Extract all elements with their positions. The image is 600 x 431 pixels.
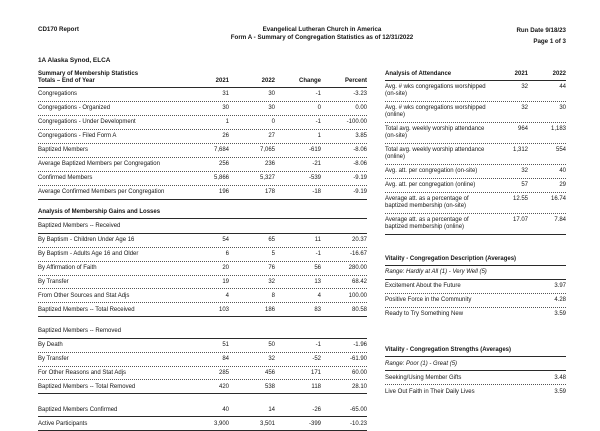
cell-2022: 5	[271, 250, 275, 257]
cell-change: -1	[315, 250, 321, 257]
vitality-strengths-range: Range: Poor (1) - Great (5)	[385, 357, 566, 371]
cell-change: 0	[317, 105, 321, 112]
vitality-description-table	[385, 256, 566, 321]
row-label: Avg. # wks congregations worshipped (on-site)	[385, 84, 486, 98]
table-row	[385, 81, 566, 101]
table-row	[385, 293, 566, 307]
report-meta-block	[476, 26, 566, 47]
cell-2022: 1,183	[550, 126, 566, 133]
cell-percent: 3.85	[355, 133, 367, 140]
table-row	[38, 129, 367, 143]
row-label: Avg. att. per congregation (on-site)	[385, 167, 478, 174]
cell-2022: 236	[264, 161, 275, 168]
cell-2021: 1,312	[512, 147, 528, 154]
cell-2021: 3,900	[213, 420, 229, 427]
row-label: By Transfer	[38, 355, 69, 362]
cell-2021: 5,866	[213, 175, 229, 182]
membership-table-title: Summary of Membership Statistics Totals – End of Year	[38, 71, 139, 85]
cell-percent: -1.96	[353, 341, 367, 348]
row-label: Positive Force in the Community	[385, 297, 472, 304]
cell-percent: 68.42	[351, 278, 367, 285]
cell-2022: 7.84	[554, 216, 566, 223]
row-label: Baptized Members -- Total Received	[38, 306, 135, 313]
cell-2022: 32	[268, 278, 275, 285]
table-row	[385, 178, 566, 192]
cell-2021: 30	[222, 105, 229, 112]
table-row	[38, 379, 367, 393]
cell-change: -399	[308, 420, 321, 427]
cell-2022: 30	[268, 105, 275, 112]
gains-losses-title: Analysis of Membership Gains and Losses	[38, 209, 367, 219]
column-header-2022: 2022	[261, 78, 275, 85]
cell-2021: 40	[222, 406, 229, 413]
table-row	[385, 280, 566, 293]
cell-change: -18	[312, 189, 321, 196]
cell-value: 3.97	[554, 283, 566, 290]
cell-change: -26	[312, 406, 321, 413]
cell-percent: 28.10	[351, 383, 367, 390]
table-row	[385, 307, 566, 321]
table-row	[38, 115, 367, 129]
cell-change: 1	[317, 133, 321, 140]
cell-2022: 186	[264, 306, 275, 313]
report-body	[38, 71, 566, 431]
cell-2021: 32	[521, 105, 528, 112]
cell-change: -1	[315, 91, 321, 98]
table-row	[38, 157, 367, 171]
cell-change: 83	[314, 306, 321, 313]
report-title-block	[168, 26, 476, 47]
table-row	[385, 371, 566, 384]
cell-2022: 30	[268, 91, 275, 98]
received-subtitle: Baptized Members -- Received	[38, 219, 367, 233]
summary-rows	[38, 403, 367, 431]
row-label: Average Baptized Members per Congregation	[38, 161, 160, 168]
left-column	[38, 71, 367, 431]
table-row	[385, 101, 566, 122]
row-label: Baptized Members -- Total Removed	[38, 383, 136, 390]
row-label: Total avg. weekly worship attendance (on-site)	[385, 126, 485, 140]
row-label: Avg. # wks congregations worshipped (online)	[385, 105, 486, 119]
received-table	[38, 219, 367, 317]
right-column	[385, 71, 566, 431]
table-row	[38, 234, 367, 247]
cell-percent: -8.06	[353, 147, 367, 154]
cell-2021: 51	[222, 341, 229, 348]
table-row	[385, 213, 566, 234]
table-row	[385, 122, 566, 143]
row-label: By Affirmation of Faith	[38, 264, 97, 271]
column-header-2022: 2022	[552, 71, 566, 78]
cell-2022: 29	[559, 181, 566, 188]
attendance-table	[385, 71, 566, 234]
report-id: CD170 Report	[38, 26, 79, 33]
cell-2022: 538	[264, 383, 275, 390]
form-title: Form A - Summary of Congregation Statistics as of 12/31/2022	[230, 34, 414, 42]
cell-change: -1	[315, 119, 321, 126]
table-row	[385, 192, 566, 213]
attendance-table-title: Analysis of Attendance	[385, 71, 452, 78]
cell-change: 4	[317, 292, 321, 299]
cell-2022: 76	[268, 264, 275, 271]
row-label: Baptized Members Confirmed	[38, 406, 118, 413]
attendance-table-rows	[385, 81, 566, 234]
cell-value: 3.59	[554, 388, 566, 395]
cell-2022: 7,065	[259, 147, 275, 154]
synod-name: 1A Alaska Synod, ELCA	[38, 57, 111, 65]
vitality-description-title: Vitality - Congregation Description (Averages)	[385, 256, 566, 266]
cell-2021: 196	[218, 189, 229, 196]
row-label: Baptized Members	[38, 147, 89, 154]
cell-percent: 100.00	[348, 292, 367, 299]
cell-2021: 4	[225, 292, 229, 299]
row-label: Live Out Faith in Their Daily Lives	[385, 388, 475, 395]
removed-subtitle: Baptized Members -- Removed	[38, 324, 367, 338]
cell-2021: 285	[218, 369, 229, 376]
cell-percent: 60.00	[351, 369, 367, 376]
cell-2021: 17.07	[512, 216, 528, 223]
cell-value: 4.28	[554, 297, 566, 304]
table-row	[38, 417, 367, 431]
column-header-change: Change	[298, 78, 321, 85]
table-row	[38, 366, 367, 380]
cell-value: 3.48	[554, 374, 566, 381]
cell-2022: 5,327	[259, 175, 275, 182]
vitality-strengths-rows	[385, 371, 566, 398]
table-row	[38, 247, 367, 261]
column-header-2021: 2021	[215, 78, 229, 85]
table-row	[385, 143, 566, 164]
table-row	[38, 261, 367, 275]
cell-change: 171	[310, 369, 321, 376]
table-row	[38, 288, 367, 302]
row-label: From Other Sources and Stat Adjs	[38, 292, 130, 299]
cell-2022: 16.74	[550, 195, 566, 202]
cell-2022: 44	[559, 84, 566, 91]
cell-change: 13	[314, 278, 321, 285]
cell-change: 11	[314, 236, 321, 243]
cell-2022: 8	[271, 292, 275, 299]
cell-2021: 1	[225, 119, 229, 126]
cell-percent: -61.90	[349, 355, 367, 362]
org-name: Evangelical Lutheran Church in America	[262, 26, 382, 33]
row-label: Active Participants	[38, 420, 88, 427]
cell-2021: 20	[222, 264, 229, 271]
cell-2022: 178	[264, 189, 275, 196]
attendance-table-header	[385, 71, 566, 81]
table-row	[38, 352, 367, 366]
cell-2021: 7,684	[213, 147, 229, 154]
cell-percent: 280.00	[348, 264, 367, 271]
cell-percent: -9.19	[353, 189, 367, 196]
row-label: Average Confirmed Members per Congregation	[38, 189, 165, 196]
row-label: Congregations	[38, 91, 78, 98]
table-row	[38, 403, 367, 417]
row-label: By Baptism - Children Under Age 16	[38, 236, 135, 243]
cell-percent: -8.06	[353, 161, 367, 168]
cell-2022: 30	[559, 105, 566, 112]
row-label: Seeking/Using Member Gifts	[385, 374, 462, 381]
cell-2022: 554	[555, 147, 566, 154]
cell-change: -619	[308, 147, 321, 154]
table-row	[385, 164, 566, 178]
cell-change: -1	[315, 341, 321, 348]
table-row	[38, 171, 367, 185]
membership-table-header	[38, 71, 367, 88]
cell-2021: 19	[222, 278, 229, 285]
vitality-strengths-title: Vitality - Congregation Strengths (Averages)	[385, 347, 566, 357]
table-row	[38, 302, 367, 316]
row-label: By Baptism - Adults Age 16 and Older	[38, 250, 139, 257]
cell-change: -21	[312, 161, 321, 168]
column-gap	[367, 71, 385, 431]
cell-2022: 0	[271, 119, 275, 126]
cell-percent: 0.00	[355, 105, 367, 112]
page-number: Page 1 of 3	[533, 37, 566, 45]
cell-2022: 456	[264, 369, 275, 376]
cell-percent: 20.37	[351, 236, 367, 243]
removed-table	[38, 324, 367, 394]
cell-2022: 50	[268, 341, 275, 348]
cell-2021: 420	[218, 383, 229, 390]
row-label: By Death	[38, 341, 63, 348]
column-header-2021: 2021	[514, 71, 528, 78]
table-row	[38, 339, 367, 352]
cell-change: 118	[311, 383, 321, 390]
membership-table-rows	[38, 88, 367, 200]
cell-change: 56	[314, 264, 321, 271]
received-table-rows	[38, 234, 367, 318]
table-row	[38, 101, 367, 115]
cell-2022: 32	[268, 355, 275, 362]
table-row	[38, 185, 367, 199]
cell-2021: 12.55	[512, 195, 528, 202]
cell-percent: -10.23	[349, 420, 367, 427]
cell-change: -52	[312, 355, 321, 362]
row-label: Ready to Try Something New	[385, 311, 464, 318]
row-label: Total avg. weekly worship attendance (online)	[385, 147, 485, 160]
cell-percent: -16.67	[349, 250, 367, 257]
table-row	[38, 275, 367, 289]
cell-change: -539	[308, 175, 321, 182]
cell-2021: 26	[222, 133, 229, 140]
row-label: By Transfer	[38, 278, 69, 285]
cell-2021: 6	[225, 250, 229, 257]
vitality-strengths-table	[385, 347, 566, 398]
cell-2021: 32	[521, 84, 528, 91]
cell-percent: -100.00	[346, 119, 367, 126]
row-label: Excitement About the Future	[385, 283, 461, 290]
cell-2022: 40	[559, 167, 566, 174]
cell-2021: 32	[521, 167, 528, 174]
report-header	[38, 26, 566, 47]
cell-value: 3.59	[554, 311, 566, 318]
row-label: Congregations - Under Development	[38, 119, 136, 126]
vitality-description-rows	[385, 280, 566, 321]
run-date: Run Date 9/18/23	[516, 27, 566, 34]
cell-2021: 31	[222, 91, 229, 98]
row-label: Average att. as a percentage of baptized membership (on-site)	[385, 195, 469, 209]
cell-2021: 54	[222, 236, 229, 243]
column-header-percent: Percent	[344, 78, 367, 85]
cell-2021: 964	[517, 126, 528, 133]
cell-2021: 84	[222, 355, 229, 362]
cell-2022: 14	[268, 406, 275, 413]
vitality-description-range: Range: Hardly at All (1) - Very Well (5)	[385, 266, 566, 280]
row-label: Avg. att. per congregation (online)	[385, 181, 476, 188]
row-label: Confirmed Members	[38, 175, 93, 182]
cell-2022: 3,501	[259, 420, 275, 427]
table-row	[38, 88, 367, 101]
cell-2021: 256	[218, 161, 229, 168]
cell-2021: 57	[521, 181, 528, 188]
cell-percent: -3.23	[353, 91, 367, 98]
row-label: For Other Reasons and Stat Adjs	[38, 369, 127, 376]
row-label: Average att. as a percentage of baptized membership (online)	[385, 216, 469, 230]
cell-2022: 27	[268, 133, 275, 140]
row-label: Congregations - Filed Form A	[38, 133, 117, 140]
table-row	[38, 143, 367, 157]
cell-percent: -65.00	[349, 406, 367, 413]
cell-2022: 65	[268, 236, 275, 243]
removed-table-rows	[38, 339, 367, 395]
cell-percent: 80.58	[351, 306, 367, 313]
membership-table	[38, 71, 367, 200]
table-row	[385, 384, 566, 398]
cell-2021: 103	[218, 306, 229, 313]
cell-percent: -9.19	[353, 175, 367, 182]
row-label: Congregations - Organized	[38, 105, 111, 112]
